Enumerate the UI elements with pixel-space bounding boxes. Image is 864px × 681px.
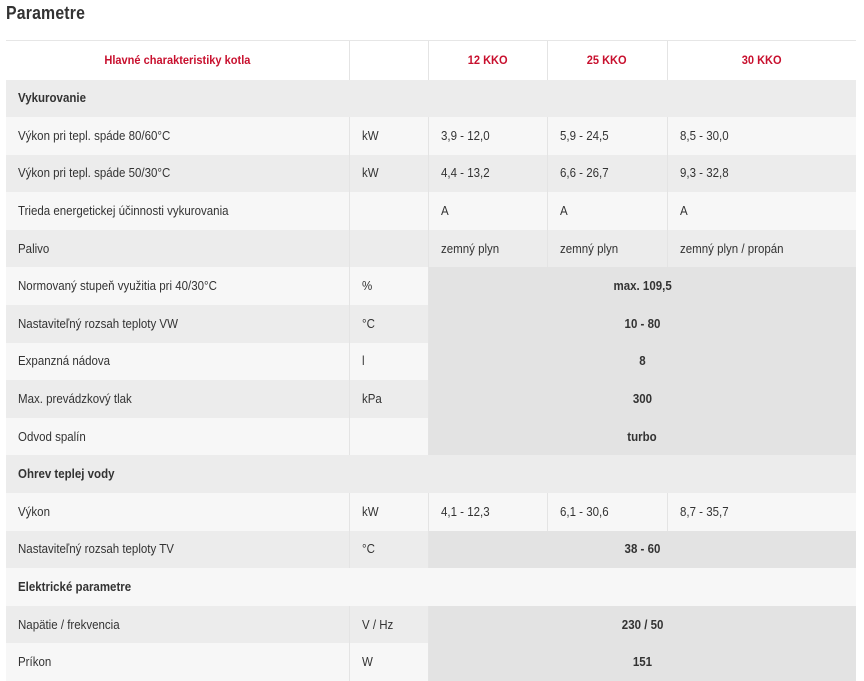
row-value-all-models: 38 - 60 bbox=[428, 531, 856, 569]
table-row bbox=[6, 343, 856, 381]
row-label: Max. prevádzkový tlak bbox=[6, 380, 349, 418]
row-label: Nastaviteľný rozsah teploty TV bbox=[6, 531, 349, 569]
row-value-model-3: A bbox=[667, 192, 856, 230]
header-model-12kko: 12 KKO bbox=[428, 41, 547, 80]
row-value-model-3: 8,5 - 30,0 bbox=[667, 117, 856, 155]
table-row bbox=[6, 643, 856, 681]
table-row bbox=[6, 267, 856, 305]
row-unit: kW bbox=[349, 155, 428, 193]
row-value-all-models: 151 bbox=[428, 643, 856, 681]
row-value-model-1: 4,1 - 12,3 bbox=[428, 493, 547, 531]
header-model-25kko: 25 KKO bbox=[547, 41, 667, 80]
section-header-row bbox=[6, 568, 856, 606]
table-header-row bbox=[6, 41, 856, 80]
row-unit: kPa bbox=[349, 380, 428, 418]
row-label: Výkon pri tepl. spáde 50/30°C bbox=[6, 155, 349, 193]
row-value-all-models: 8 bbox=[428, 343, 856, 381]
row-value-model-3: 8,7 - 35,7 bbox=[667, 493, 856, 531]
row-value-model-1: 4,4 - 13,2 bbox=[428, 155, 547, 193]
row-value-model-2: 6,1 - 30,6 bbox=[547, 493, 667, 531]
row-unit: kW bbox=[349, 117, 428, 155]
row-value-all-models: 300 bbox=[428, 380, 856, 418]
header-characteristics-label: Hlavné charakteristiky kotla bbox=[6, 41, 349, 80]
row-unit: W bbox=[349, 643, 428, 681]
row-value-model-2: 5,9 - 24,5 bbox=[547, 117, 667, 155]
row-label: Palivo bbox=[6, 230, 349, 268]
row-unit: % bbox=[349, 267, 428, 305]
row-unit bbox=[349, 230, 428, 268]
header-unit bbox=[349, 41, 428, 80]
row-unit: kW bbox=[349, 493, 428, 531]
table-row bbox=[6, 155, 856, 193]
row-value-all-models: max. 109,5 bbox=[428, 267, 856, 305]
table-row bbox=[6, 117, 856, 155]
row-label: Nastaviteľný rozsah teploty VW bbox=[6, 305, 349, 343]
section-header-row bbox=[6, 80, 856, 118]
section-header-row bbox=[6, 455, 856, 493]
row-value-model-3: 9,3 - 32,8 bbox=[667, 155, 856, 193]
row-unit: l bbox=[349, 343, 428, 381]
row-unit: V / Hz bbox=[349, 606, 428, 644]
row-value-all-models: turbo bbox=[428, 418, 856, 456]
row-value-all-models: 10 - 80 bbox=[428, 305, 856, 343]
row-label: Trieda energetickej účinnosti vykurovania bbox=[6, 192, 349, 230]
parameters-table bbox=[6, 40, 856, 681]
header-model-30kko: 30 KKO bbox=[667, 41, 856, 80]
row-label: Príkon bbox=[6, 643, 349, 681]
row-value-model-2: zemný plyn bbox=[547, 230, 667, 268]
row-value-all-models: 230 / 50 bbox=[428, 606, 856, 644]
section-title: Elektrické parametre bbox=[6, 568, 856, 606]
section-title: Vykurovanie bbox=[6, 80, 856, 118]
table-row bbox=[6, 531, 856, 569]
table-row bbox=[6, 230, 856, 268]
row-unit bbox=[349, 418, 428, 456]
row-label: Expanzná nádova bbox=[6, 343, 349, 381]
parameters-table-body bbox=[6, 41, 856, 681]
row-label: Napätie / frekvencia bbox=[6, 606, 349, 644]
table-row bbox=[6, 606, 856, 644]
row-unit: °C bbox=[349, 305, 428, 343]
row-value-model-1: A bbox=[428, 192, 547, 230]
row-value-model-1: zemný plyn bbox=[428, 230, 547, 268]
row-value-model-3: zemný plyn / propán bbox=[667, 230, 856, 268]
table-row bbox=[6, 493, 856, 531]
table-row bbox=[6, 418, 856, 456]
row-value-model-2: 6,6 - 26,7 bbox=[547, 155, 667, 193]
row-label: Výkon bbox=[6, 493, 349, 531]
table-row bbox=[6, 305, 856, 343]
row-value-model-2: A bbox=[547, 192, 667, 230]
table-row bbox=[6, 192, 856, 230]
row-unit: °C bbox=[349, 531, 428, 569]
row-label: Normovaný stupeň využitia pri 40/30°C bbox=[6, 267, 349, 305]
page-title: Parametre bbox=[6, 3, 85, 24]
section-title: Ohrev teplej vody bbox=[6, 455, 856, 493]
row-value-model-1: 3,9 - 12,0 bbox=[428, 117, 547, 155]
row-unit bbox=[349, 192, 428, 230]
row-label: Výkon pri tepl. spáde 80/60°C bbox=[6, 117, 349, 155]
table-row bbox=[6, 380, 856, 418]
row-label: Odvod spalín bbox=[6, 418, 349, 456]
